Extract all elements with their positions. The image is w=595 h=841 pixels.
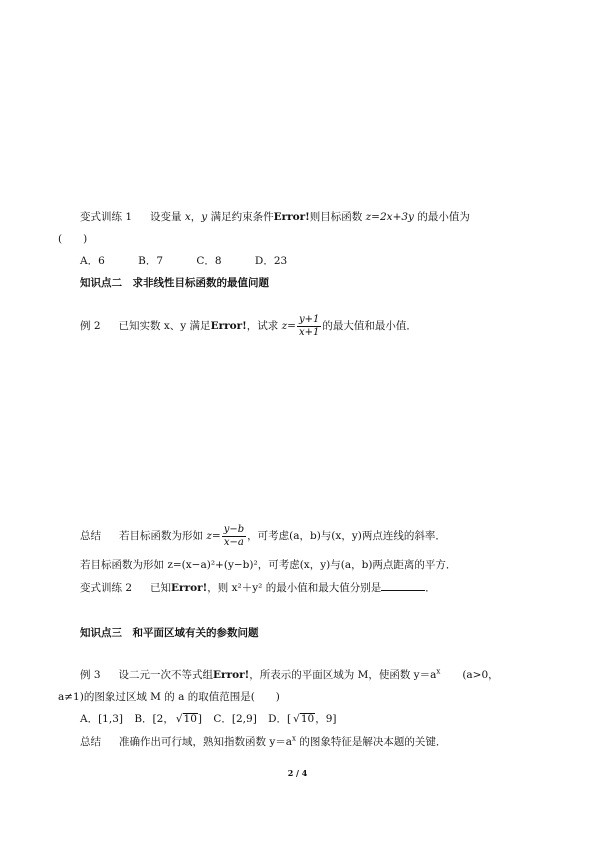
example2-text-c: 的最大值和最小值． [322,320,417,332]
var-y: y [201,211,208,223]
fraction [297,314,321,339]
example3-text-a: 设二元一次不等式组 [118,669,214,681]
fraction-numerator: y+1 [298,313,320,325]
summary1-label: 总结 [80,530,101,542]
options3 [80,712,337,726]
variant1-text-d: 的最小值为 [413,211,470,223]
summary3-label: 总结 [80,736,101,748]
error-text: Error! [213,669,250,681]
answer-blank[interactable] [381,580,425,591]
option-d [268,713,336,725]
error-text: Error! [273,211,310,223]
variant1-label: 变式训练 1 [80,211,133,223]
option-c: C．8 [196,255,222,267]
variant2-text-a: 已知 [150,582,172,594]
exponent: x [292,734,296,743]
variant1-text-a: 设变量 [150,211,185,223]
example2-z: z= [281,320,296,332]
options1 [80,254,287,268]
variant2-text-b: ，则 x²＋y² 的最小值和最大值分别是 [207,582,382,594]
error-text: Error! [210,320,247,332]
example2-text-b: ，试求 [246,320,282,332]
option-d: D．23 [254,255,288,267]
exponent: x [436,667,441,676]
summary1-z: z= [206,530,221,542]
fraction-numerator: y−b [223,523,245,535]
option-b [134,713,202,725]
summary1-text-b: ，可考虑(a，b)与(x，y)两点连线的斜率． [247,530,446,542]
variant2-end: ． [425,582,436,594]
example2-label: 例 2 [80,320,101,332]
fraction-denominator: x+1 [298,326,320,338]
answer-paren: ( ) [58,233,88,245]
option-d-post: ，9] [315,713,337,725]
error-text: Error! [171,582,208,594]
option-d-pre: D．[ [268,713,292,725]
fraction-denominator: x−a [223,536,244,548]
option-c: C．[2,9] [213,713,257,725]
summary1-text-a: 若目标函数为形如 [119,530,207,542]
example3-text-b: ，所表示的平面区域为 M，使函数 y＝a [249,669,437,681]
variant1-line [80,210,470,224]
fraction [222,524,246,549]
option-b-post: ] [197,713,203,725]
example2-text-a: 已知实数 x、y 满足 [118,320,211,332]
variant1-sep: ， [190,211,202,223]
sqrt: √ 10 [300,713,315,725]
sqrt: √ 10 [183,713,198,725]
example3-line [80,668,499,682]
objective-expr: z=2x+3y [365,211,414,223]
variant1-text-c: 则目标函数 [309,211,366,223]
variant2-label: 变式训练 2 [80,582,133,594]
var-x: x [184,211,191,223]
option-b-pre: B．[2， [134,713,174,725]
example3-text-c: (a>0， [462,669,499,681]
example3-label: 例 3 [80,669,101,681]
summary1b-line: 若目标函数为形如 z=(x−a)²+(y−b)²，可考虑(x，y)与(a，b)两点距离的平方． [80,559,457,571]
summary3-text-a: 准确作出可行域，熟知指数函数 y＝a [119,736,293,748]
option-a: A．[1,3] [80,713,123,725]
summary3-text-b: 的图象特征是解决本题的关键． [295,736,447,748]
variant1-text-b: 满足约束条件 [207,211,274,223]
example2-line [80,313,417,339]
page-number: 2 / 4 [287,768,308,778]
example3-line2: a≠1)的图象过区域 M 的 a 的取值范围是( ) [58,691,280,703]
section-title-2: 知识点二 求非线性目标函数的最值问题 [80,277,269,289]
summary1-line [80,523,446,549]
variant2-line [80,580,436,595]
option-b: B．7 [138,255,164,267]
option-a: A．6 [80,255,105,267]
summary3-line [80,735,446,749]
section-title-3: 知识点三 和平面区域有关的参数问题 [80,627,259,639]
